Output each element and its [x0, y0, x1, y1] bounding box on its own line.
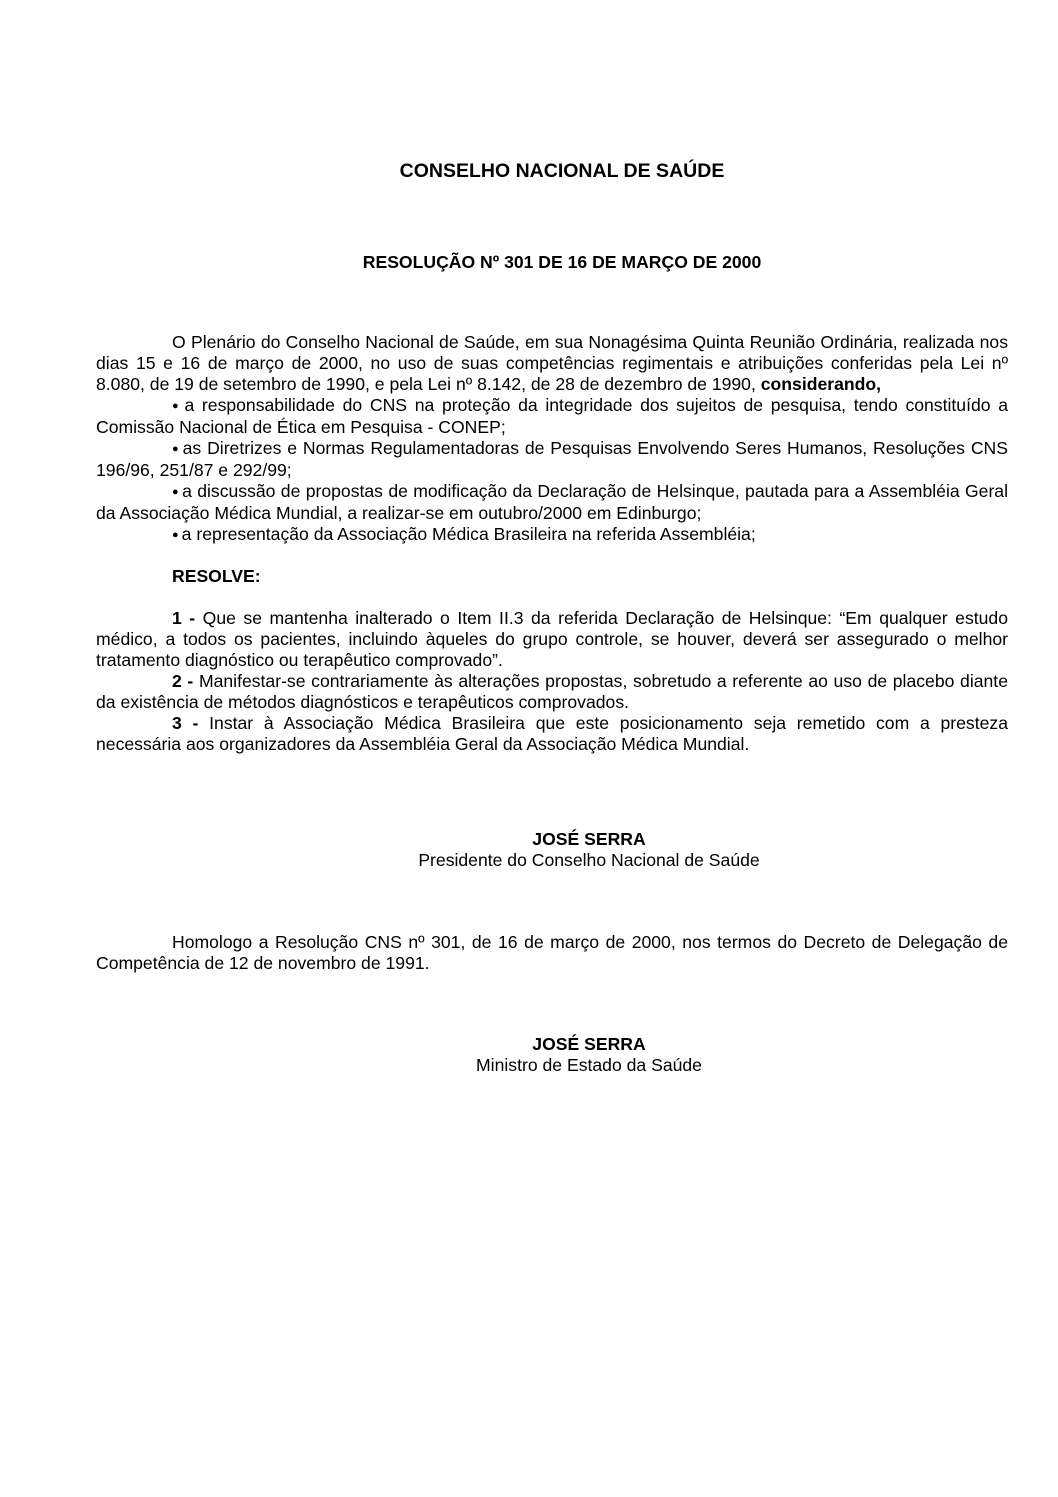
item-number: 3 - — [172, 713, 199, 733]
homologation-paragraph: Homologo a Resolução CNS nº 301, de 16 de março de 2000, nos termos do Decreto de Delegação de Competência de 12 de novembro de 1991. — [96, 932, 1008, 973]
item-text: Que se mantenha inalterado o Item II.3 da referida Declaração de Helsinque: “Em qualquer estudo médico, a todos os pacientes, incluindo àqueles do grupo controle, se houver, deverá ser assegurado o melhor tratamento diagnóstico ou terapêutico comprovado”. — [96, 608, 1008, 670]
signature-minister — [400, 1034, 778, 1076]
signatory-role: Ministro de Estado da Saúde — [476, 1055, 702, 1075]
consideration-item — [96, 524, 1008, 546]
resolution-body — [96, 332, 1008, 755]
signature-president — [400, 829, 778, 871]
consideration-text: a responsabilidade do CNS na proteção da integridade dos sujeitos de pesquisa, tendo constituído a Comissão Nacional de Ética em Pesquisa - CONEP; — [96, 395, 1008, 437]
signatory-role: Presidente do Conselho Nacional de Saúde — [418, 850, 760, 870]
item-text: Manifestar-se contrariamente às alterações propostas, sobretudo a referente ao uso de placebo diante da existência de métodos diagnósticos e terapêuticos comprovados. — [96, 671, 1008, 712]
consideration-item — [96, 438, 1008, 481]
intro-text: O Plenário do Conselho Nacional de Saúde, em sua Nonagésima Quinta Reunião Ordinária, realizada nos dias 15 e 16 de março de 2000, no uso de suas competências regimentais e atribuições conferidas pela Lei nº 8.080, de 19 de setembro de 1990, e pela Lei nº 8.142, de 28 de dezembro de 1990, — [96, 332, 1008, 394]
consideration-text: a discussão de propostas de modificação da Declaração de Helsinque, pautada para a Assembléia Geral da Associação Médica Mundial, a realizar-se em outubro/2000 em Edinburgo; — [96, 481, 1008, 523]
bullet-icon: ● — [172, 529, 179, 541]
resolve-item — [96, 671, 1008, 713]
consideration-item — [96, 481, 1008, 524]
item-text: Instar à Associação Médica Brasileira que este posicionamento seja remetido com a presteza necessária aos organizadores da Assembléia Geral da Associação Médica Mundial. — [96, 713, 1008, 754]
consideration-text: as Diretrizes e Normas Regulamentadoras de Pesquisas Envolvendo Seres Humanos, Resoluções CNS 196/96, 251/87 e 292/99; — [96, 438, 1008, 480]
bullet-icon: ● — [172, 443, 180, 455]
intro-considering: considerando, — [760, 374, 881, 394]
resolve-heading: RESOLVE: — [172, 566, 261, 586]
resolution-title: RESOLUÇÃO Nº 301 DE 16 DE MARÇO DE 2000 — [362, 252, 762, 272]
item-number: 1 - — [172, 608, 196, 628]
resolve-item — [96, 713, 1008, 755]
bullet-icon: ● — [172, 486, 180, 498]
item-number: 2 - — [172, 671, 194, 691]
council-title: CONSELHO NACIONAL DE SAÚDE — [399, 160, 725, 182]
consideration-text: a representação da Associação Médica Brasileira na referida Assembléia; — [181, 524, 756, 544]
resolve-item — [96, 608, 1008, 671]
signatory-name: JOSÉ SERRA — [532, 1034, 646, 1054]
bullet-icon: ● — [172, 400, 182, 412]
consideration-item — [96, 395, 1008, 438]
intro-paragraph — [96, 332, 1008, 395]
signatory-name: JOSÉ SERRA — [532, 829, 646, 849]
